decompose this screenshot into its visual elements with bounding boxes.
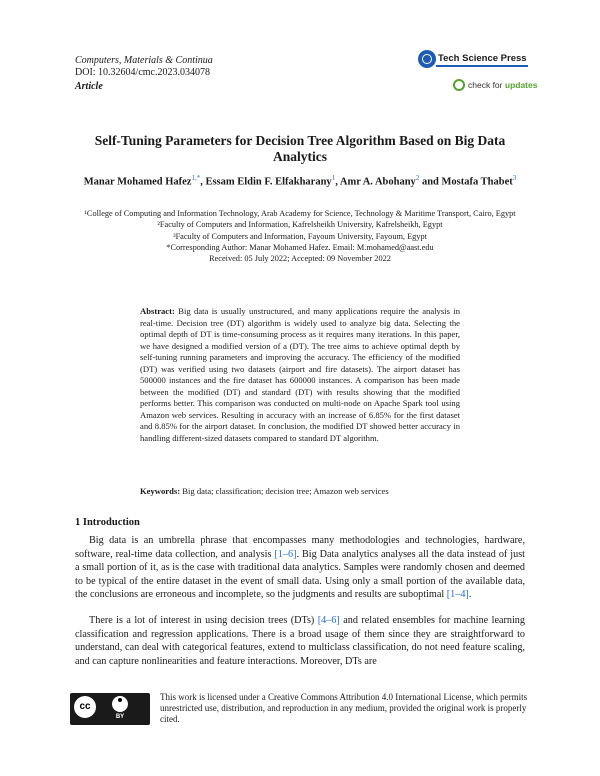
author-1-affil[interactable]: 1,*	[191, 174, 201, 182]
citation-link[interactable]: [4–6]	[317, 615, 340, 626]
received-accepted-dates: Received: 05 July 2022; Accepted: 09 November 2022	[209, 254, 391, 264]
author-list: Manar Mohamed Hafez$^{1,*}$, Essam Eldin F. Elfakharany$^1$, Amr A. Abohany$^2$ and Mostafa Thabet$^3$	[83, 174, 517, 188]
article-type: Article	[75, 81, 103, 92]
citation-link[interactable]: [1–6]	[274, 548, 297, 560]
abstract-text: Big data is usually unstructured, and many applications require the analysis in real-time. Decision tree (DT) algorithm is widely used to analyze big data. Selecting the optimal depth of DT is time-consuming process as it requires many iterations. In this paper, we have designed a modified version of a (DT). The tree aims to achieve optimal depth by self-tuning running parameters and improving the accuracy. The efficiency of the modified (DT) was verified using two datasets (airport and fire datasets). The airport dataset has 500000 instances and the fire dataset has 600000 instances. A comparison has been made between the modified (DT) and standard (DT) with results showing that the modified performs better. This comparison was conducted on multi-node on Apache Spark tool using Amazon web services. Resulting in accuracy with an increase of 6.85% for the first dataset and 8.85% for the airport dataset. In conclusion, the modified DT showed better accuracy in handling different-sized datasets compared to standard DT algorithm.	[140, 306, 460, 443]
abstract-label: Abstract:	[140, 306, 175, 316]
author-3-affil[interactable]: 2	[415, 174, 420, 182]
keywords	[140, 486, 460, 496]
publisher-underline	[436, 65, 528, 67]
intro-paragraph-2: There is a lot of interest in using decision trees (DTs) [4–6] and related ensembles for machine learning classification and regression applications. There is a broad usage of them since they are straightforward to understand, can deal with categorical features, extend to multiclass classification, do not need feature scaling, and can capture nonlinearities and feature interactions. Moreover, DTs are	[75, 615, 525, 667]
corresponding-author: *Corresponding Author: Manar Mohamed Hafez. Email: M.mohamed@aast.edu	[166, 242, 434, 252]
by-label: BY	[115, 714, 125, 720]
citation-link[interactable]: [1–4]	[446, 589, 469, 600]
check-suffix: updates	[504, 80, 538, 90]
globe-icon	[418, 50, 436, 68]
journal-header	[75, 55, 213, 93]
keywords-text: Big data; classification; decision tree; Amazon web services	[182, 486, 389, 496]
license-text: This work is licensed under a Creative Commons Attribution 4.0 International License, which permits unrestricted use, distribution, and reproduction in any medium, provided the original work is properly cited.	[160, 692, 528, 724]
affiliations	[60, 208, 540, 264]
affiliation-3: ³Faculty of Computers and Information, Fayoum University, Fayoum, Egypt	[173, 231, 427, 241]
attribution-person-icon	[112, 696, 128, 712]
keywords-label: Keywords:	[140, 486, 181, 496]
abstract	[140, 306, 460, 444]
publisher-logo[interactable]	[418, 50, 528, 68]
doi[interactable]: DOI: 10.32604/cmc.2023.034078	[75, 67, 210, 78]
creative-commons-icon: cc	[74, 696, 96, 718]
author-4: Mostafa Thabet	[441, 176, 513, 188]
author-1: Manar Mohamed Hafez	[83, 176, 192, 188]
paper-title: Self-Tuning Parameters for Decision Tree Algorithm Based on Big Data Analytics	[94, 133, 506, 164]
intro-paragraph-1: Big data is an umbrella phrase that encompasses many methodologies and technologies, hardware, software, real-time data collection, and analysis [1–6]. Big Data analytics analyses all the data instead of just a small portion of it, as is the case with traditional data analytics. Samples were randomly chosen and deemed to be typical of the entire dataset in the event of small data. Using only a small portion of the available data, the conclusions are erroneous and incomplete, so the judgments and results are suboptimal [1–4].	[75, 535, 525, 600]
affiliation-1: ¹College of Computing and Information Technology, Arab Academy for Science, Technology & Maritime Transport, Cairo, Egypt	[84, 209, 516, 218]
affiliation-2: ²Faculty of Computers and Information, Kafrelsheikh University, Kafrelsheikh, Egypt	[157, 220, 443, 230]
cc-by-license-badge[interactable]	[70, 693, 150, 725]
author-2-affil[interactable]: 1	[331, 174, 336, 182]
journal-name: Computers, Materials & Continua	[75, 55, 213, 66]
author-4-affil[interactable]: 3	[512, 174, 517, 182]
check-icon	[453, 79, 465, 91]
publisher-name: Tech Science Press	[438, 53, 527, 64]
check-prefix: check for	[468, 80, 503, 90]
author-3: Amr A. Abohany	[339, 176, 416, 188]
section-heading-introduction: 1 Introduction	[75, 517, 140, 528]
author-2: Essam Eldin F. Elfakharany	[205, 176, 332, 188]
